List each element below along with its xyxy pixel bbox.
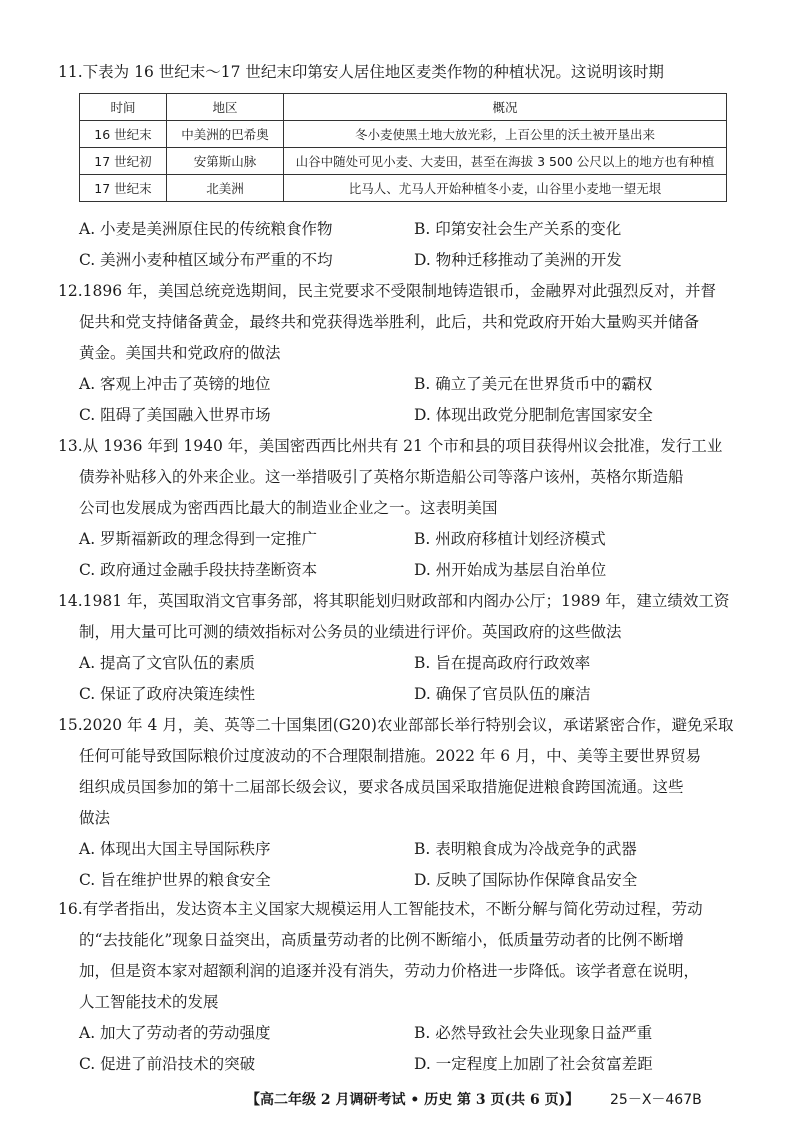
table-header-region: 地区: [167, 94, 284, 121]
table-cell-region: 北美洲: [167, 175, 284, 202]
question-12: [58, 276, 738, 431]
option-c[interactable]: C. 保证了政府决策连续性: [79, 685, 256, 703]
exam-info: 【高二年级 2 月调研考试 • 历史 第 3 页(共 6 页)】: [246, 1092, 580, 1108]
question-number: 13.: [58, 437, 83, 455]
table-cell-time: 17 世纪初: [80, 148, 167, 175]
question-11: [58, 57, 738, 88]
option-b[interactable]: B. 州政府移植计划经济模式: [414, 530, 606, 548]
question-text-line: 有学者指出，发达资本主义国家大规模运用人工智能技术，不断分解与简化劳动过程，劳动: [82, 900, 703, 918]
question-number: 12.: [58, 282, 83, 300]
question-text-line: 做法: [79, 809, 111, 827]
table-cell-time: 16 世纪末: [80, 121, 167, 148]
option-a[interactable]: A. 提高了文官队伍的素质: [79, 654, 256, 672]
table-header-row: [80, 94, 727, 121]
table-cell-overview: 比马人、尤马人开始种植冬小麦，山谷里小麦地一望无垠: [284, 175, 727, 202]
option-a[interactable]: A. 体现出大国主导国际秩序: [79, 840, 271, 858]
options-group: [58, 648, 738, 710]
question-15: [58, 710, 738, 896]
question-13-stem: [58, 431, 738, 524]
question-11-stem: [58, 57, 738, 88]
question-text-line: 债券补贴移入的外来企业。这一举措吸引了英格尔斯造船公司等落户该州，英格尔斯造船: [79, 468, 684, 486]
question-text-line: 黄金。美国共和党政府的做法: [79, 344, 281, 362]
options-group: [58, 214, 738, 276]
option-c[interactable]: C. 促进了前沿技术的突破: [79, 1055, 256, 1073]
question-text-line: 制，用大量可比可测的绩效指标对公务员的业绩进行评价。英国政府的这些做法: [79, 623, 622, 641]
question-text-line: 的“去技能化”现象日益突出，高质量劳动者的比例不断缩小，低质量劳动者的比例不断增: [79, 931, 684, 949]
table-header-time: 时间: [80, 94, 167, 121]
option-d[interactable]: D. 反映了国际协作保障食品安全: [414, 871, 638, 889]
question-16-stem: [58, 894, 738, 1018]
table-cell-overview: 山谷中随处可见小麦、大麦田，甚至在海拔 3 500 公尺以上的地方也有种植: [284, 148, 727, 175]
options-group: [58, 834, 738, 896]
question-text-line: 任何可能导致国际粮价过度波动的不合理限制措施。2022 年 6 月，中、美等主要世界贸易: [79, 747, 702, 765]
question-text-line: 加，但是资本家对超额利润的追逐并没有消失，劳动力价格进一步降低。该学者意在说明，: [79, 962, 700, 980]
question-text-line: 2020 年 4 月，美、英等二十国集团(G20)农业部部长举行特别会议，承诺紧密合作，避免采取: [82, 716, 734, 734]
table-header-overview: 概况: [284, 94, 727, 121]
page-footer: [0, 1086, 794, 1114]
question-text-line: 人工智能技术的发展: [79, 993, 219, 1011]
option-b[interactable]: B. 旨在提高政府行政效率: [414, 654, 591, 672]
option-a[interactable]: A. 罗斯福新政的理念得到一定推广: [79, 530, 318, 548]
option-c[interactable]: C. 美洲小麦种植区域分布严重的不均: [79, 251, 333, 269]
question-11-options: [58, 214, 738, 276]
option-d[interactable]: D. 体现出政党分肥制危害国家安全: [414, 406, 653, 424]
question-14-stem: [58, 586, 738, 648]
option-d[interactable]: D. 一定程度上加剧了社会贫富差距: [414, 1055, 653, 1073]
table-row: [80, 121, 727, 148]
options-group: [58, 1018, 738, 1080]
options-group: [58, 369, 738, 431]
exam-code: 25－X－467B: [610, 1092, 702, 1108]
question-14: [58, 586, 738, 710]
option-c[interactable]: C. 旨在维护世界的粮食安全: [79, 871, 271, 889]
option-b[interactable]: B. 印第安社会生产关系的变化: [414, 220, 622, 238]
question-number: 11.: [58, 63, 83, 81]
question-11-table: [79, 93, 727, 202]
question-text: 下表为 16 世纪末～17 世纪末印第安人居住地区麦类作物的种植状况。这说明该时期: [82, 63, 664, 81]
table-cell-time: 17 世纪末: [80, 175, 167, 202]
question-text-line: 1981 年，英国取消文官事务部，将其职能划归财政部和内阁办公厅；1989 年，建立绩效工资: [82, 592, 730, 610]
option-d[interactable]: D. 州开始成为基层自治单位: [414, 561, 607, 579]
option-c[interactable]: C. 阻碍了美国融入世界市场: [79, 406, 271, 424]
option-c[interactable]: C. 政府通过金融手段扶持垄断资本: [79, 561, 318, 579]
option-a[interactable]: A. 客观上冲击了英镑的地位: [79, 375, 271, 393]
option-a[interactable]: A. 小麦是美洲原住民的传统粮食作物: [79, 220, 333, 238]
option-b[interactable]: B. 确立了美元在世界货币中的霸权: [414, 375, 653, 393]
question-13: [58, 431, 738, 586]
option-b[interactable]: B. 表明粮食成为冷战竞争的武器: [414, 840, 637, 858]
options-group: [58, 524, 738, 586]
option-b[interactable]: B. 必然导致社会失业现象日益严重: [414, 1024, 653, 1042]
table-cell-region: 中美洲的巴希奥: [167, 121, 284, 148]
question-text-line: 公司也发展成为密西西比最大的制造业企业之一。这表明美国: [79, 499, 498, 517]
question-text-line: 组织成员国参加的第十二届部长级会议，要求各成员国采取措施促进粮食跨国流通。这些: [79, 778, 684, 796]
question-text-line: 从 1936 年到 1940 年，美国密西西比州共有 21 个市和县的项目获得州议会批准，发行工业: [82, 437, 723, 455]
option-d[interactable]: D. 物种迁移推动了美洲的开发: [414, 251, 622, 269]
question-15-stem: [58, 710, 738, 834]
question-number: 14.: [58, 592, 83, 610]
question-text-line: 1896 年，美国总统竞选期间，民主党要求不受限制地铸造银币，金融界对此强烈反对，并督: [82, 282, 717, 300]
option-a[interactable]: A. 加大了劳动者的劳动强度: [79, 1024, 271, 1042]
table-row: [80, 175, 727, 202]
question-16: [58, 894, 738, 1080]
question-12-stem: [58, 276, 738, 369]
table-row: [80, 148, 727, 175]
option-d[interactable]: D. 确保了官员队伍的廉洁: [414, 685, 591, 703]
question-number: 15.: [58, 716, 83, 734]
table-cell-overview: 冬小麦使黑土地大放光彩，上百公里的沃土被开垦出来: [284, 121, 727, 148]
question-number: 16.: [58, 900, 83, 918]
question-text-line: 促共和党支持储备黄金，最终共和党获得选举胜利，此后，共和党政府开始大量购买并储备: [79, 313, 700, 331]
table-cell-region: 安第斯山脉: [167, 148, 284, 175]
